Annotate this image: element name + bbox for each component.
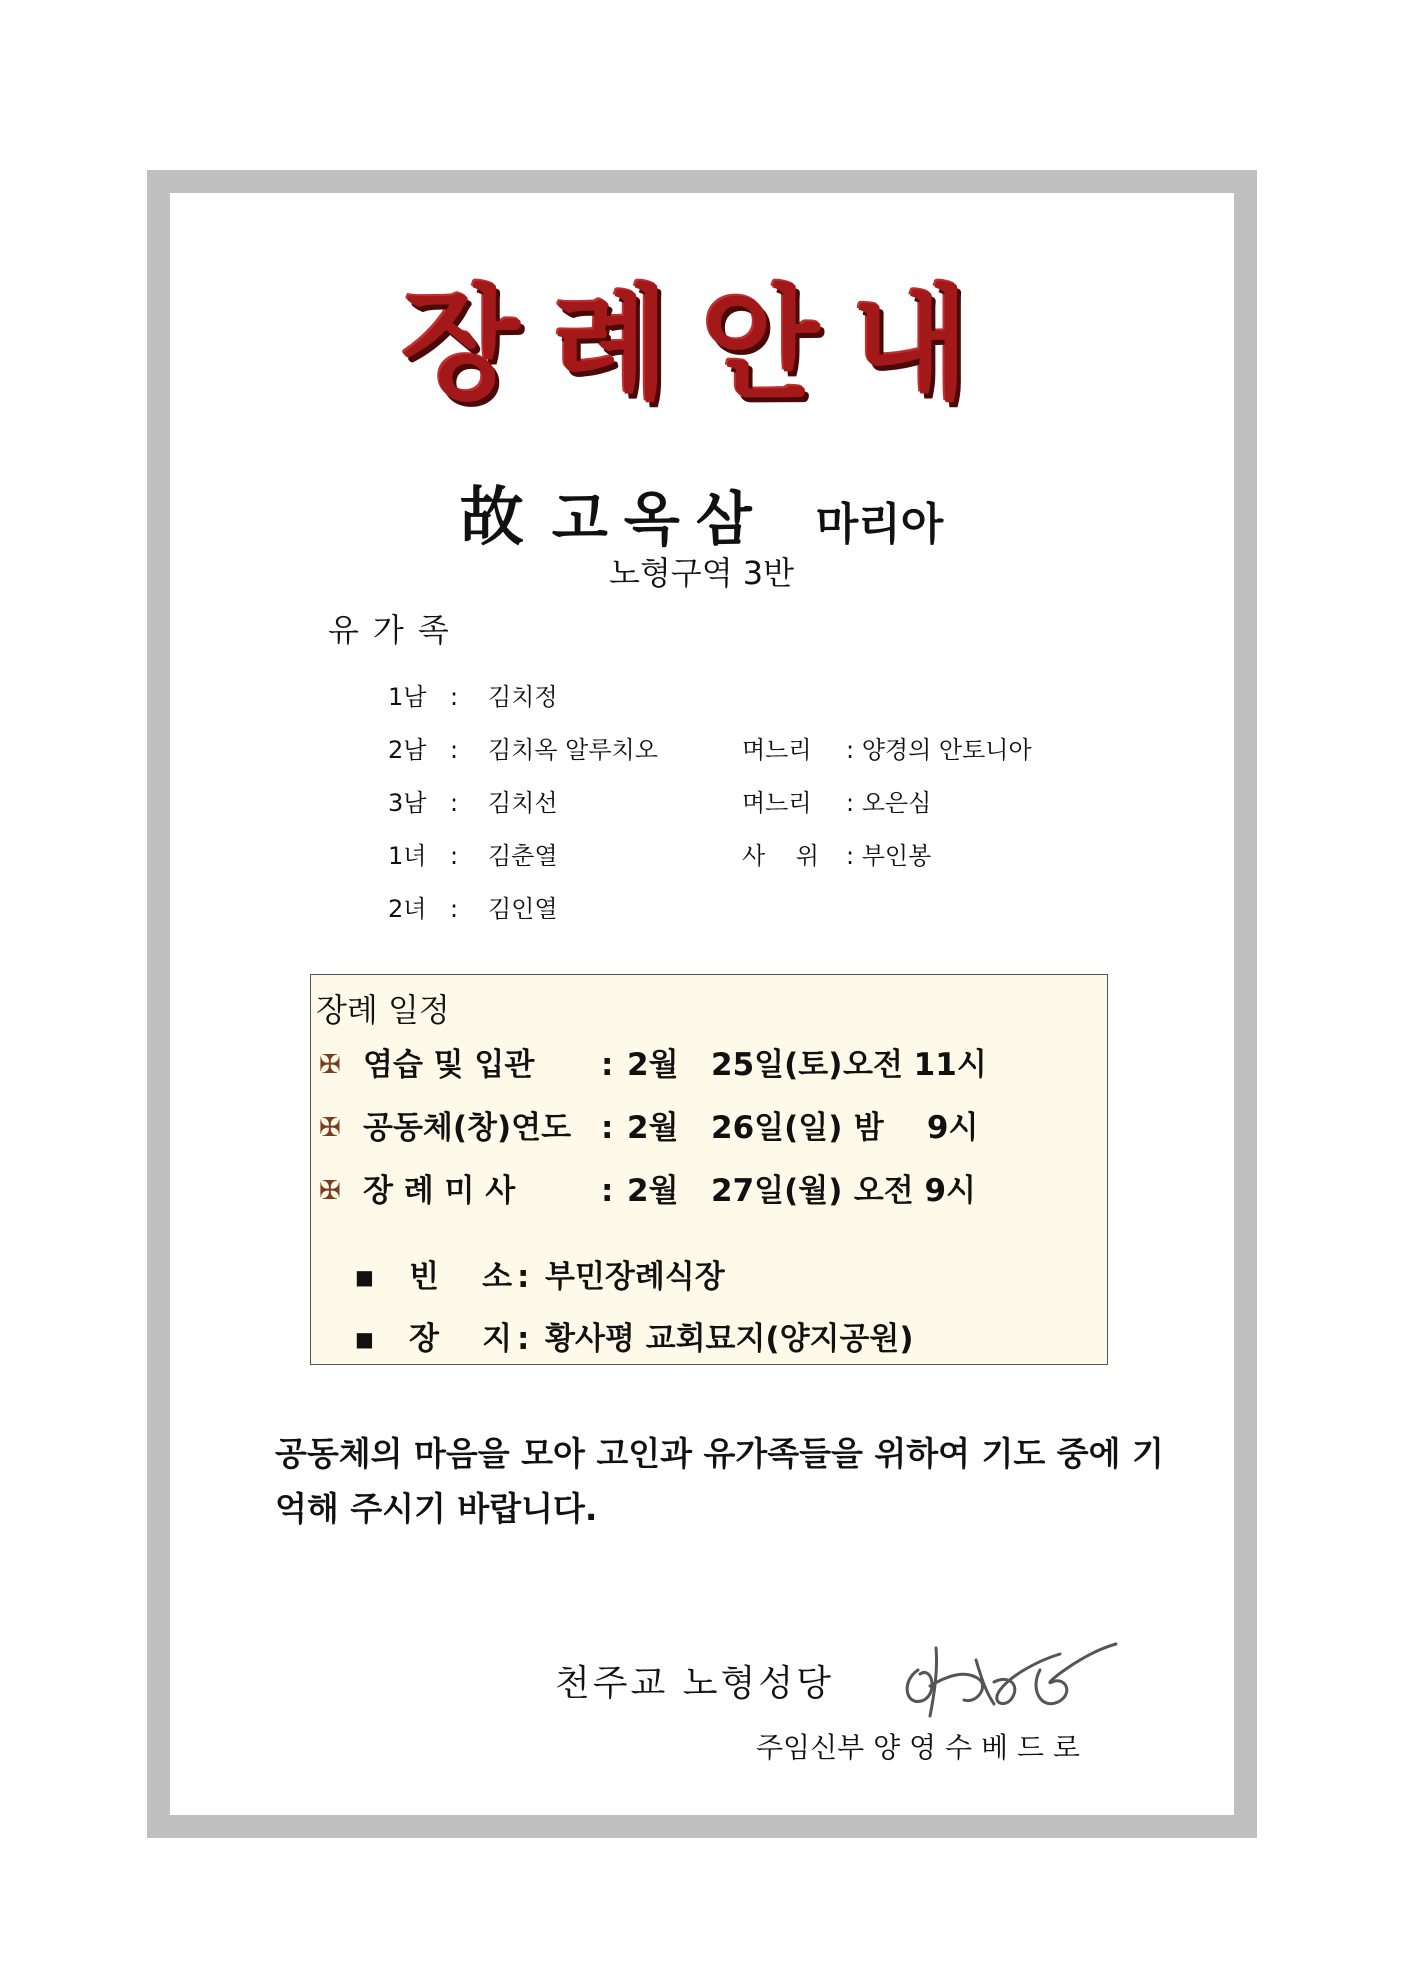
event-name: 염습 및 입관	[363, 1047, 535, 1083]
family-heading: 유가족	[328, 611, 463, 649]
event-name: 장 례 미 사	[363, 1173, 516, 1209]
pastor-name: 주임신부 양 영 수 베 드 로	[756, 1731, 1080, 1764]
family-spouse-relation: 사 위	[742, 842, 819, 870]
notice-title: 장례안내	[401, 274, 1002, 416]
family-spouse-relation: 며느리	[742, 789, 812, 817]
info-colon: :	[517, 1321, 530, 1357]
family-row	[388, 835, 1088, 888]
signature-image	[890, 1630, 1130, 1730]
event-day: 27일(월)	[711, 1173, 843, 1209]
family-list	[388, 676, 1088, 941]
schedule-info	[355, 1314, 1095, 1364]
family-name: 김인열	[488, 895, 558, 923]
event-time: 오전 9시	[843, 1173, 976, 1209]
schedule-info	[355, 1252, 1095, 1302]
info-value: 부민장례식장	[545, 1259, 725, 1295]
event-day: 26일(일)	[711, 1110, 843, 1146]
deceased-name: 고옥삼	[551, 485, 768, 553]
schedule-event	[319, 1166, 1089, 1216]
family-row	[388, 676, 1088, 729]
info-label: 장 지	[409, 1321, 513, 1357]
event-time: 밤 9시	[843, 1110, 979, 1146]
family-colon: :	[450, 895, 459, 923]
family-relation: 1녀	[388, 842, 427, 870]
family-colon: :	[450, 736, 459, 764]
square-bullet-icon: ■	[355, 1265, 374, 1289]
deceased-prefix: 故	[459, 480, 524, 555]
info-label: 빈 소	[409, 1259, 513, 1295]
info-value: 황사평 교회묘지(양지공원)	[545, 1321, 914, 1357]
family-colon: :	[450, 842, 459, 870]
event-day: 25일(토)	[711, 1047, 843, 1083]
family-name: 김치정	[488, 683, 558, 711]
event-month: 2월	[627, 1047, 679, 1083]
schedule-box	[310, 974, 1108, 1365]
schedule-heading: 장례 일정	[316, 991, 450, 1029]
cross-icon: ✠	[319, 1176, 341, 1206]
deceased-line	[0, 466, 1403, 555]
family-spouse-name: : 양경의 안토니아	[846, 736, 1032, 764]
family-relation: 3남	[388, 789, 427, 817]
info-colon: :	[517, 1259, 530, 1295]
cross-icon: ✠	[319, 1113, 341, 1143]
cross-icon: ✠	[319, 1050, 341, 1080]
event-month: 2월	[627, 1110, 679, 1146]
family-name: 김치선	[488, 789, 558, 817]
family-colon: :	[450, 683, 459, 711]
event-colon: :	[601, 1110, 614, 1146]
deceased-baptismal-name: 마리아	[815, 499, 944, 550]
family-spouse-relation: 며느리	[742, 736, 812, 764]
event-name: 공동체(창)연도	[363, 1110, 572, 1146]
family-spouse-name: : 오은심	[846, 789, 932, 817]
church-name: 천주교 노형성당	[555, 1663, 834, 1704]
schedule-event	[319, 1040, 1089, 1090]
event-colon: :	[601, 1173, 614, 1209]
family-row	[388, 729, 1088, 782]
family-name: 김치옥 알루치오	[488, 736, 658, 764]
square-bullet-icon: ■	[355, 1327, 374, 1351]
family-colon: :	[450, 789, 459, 817]
prayer-message: 공동체의 마음을 모아 고인과 유가족들을 위하여 기도 중에 기억해 주시기 바랍니다.	[275, 1434, 1164, 1528]
family-relation: 2녀	[388, 895, 427, 923]
family-name: 김춘열	[488, 842, 558, 870]
family-relation: 1남	[388, 683, 427, 711]
schedule-event	[319, 1103, 1089, 1153]
family-relation: 2남	[388, 736, 427, 764]
event-colon: :	[601, 1047, 614, 1083]
family-row	[388, 782, 1088, 835]
district-label: 노형구역 3반	[608, 554, 795, 592]
event-time: 오전 11시	[843, 1047, 987, 1083]
family-row	[388, 888, 1088, 941]
event-month: 2월	[627, 1173, 679, 1209]
family-spouse-name: : 부인봉	[846, 842, 932, 870]
